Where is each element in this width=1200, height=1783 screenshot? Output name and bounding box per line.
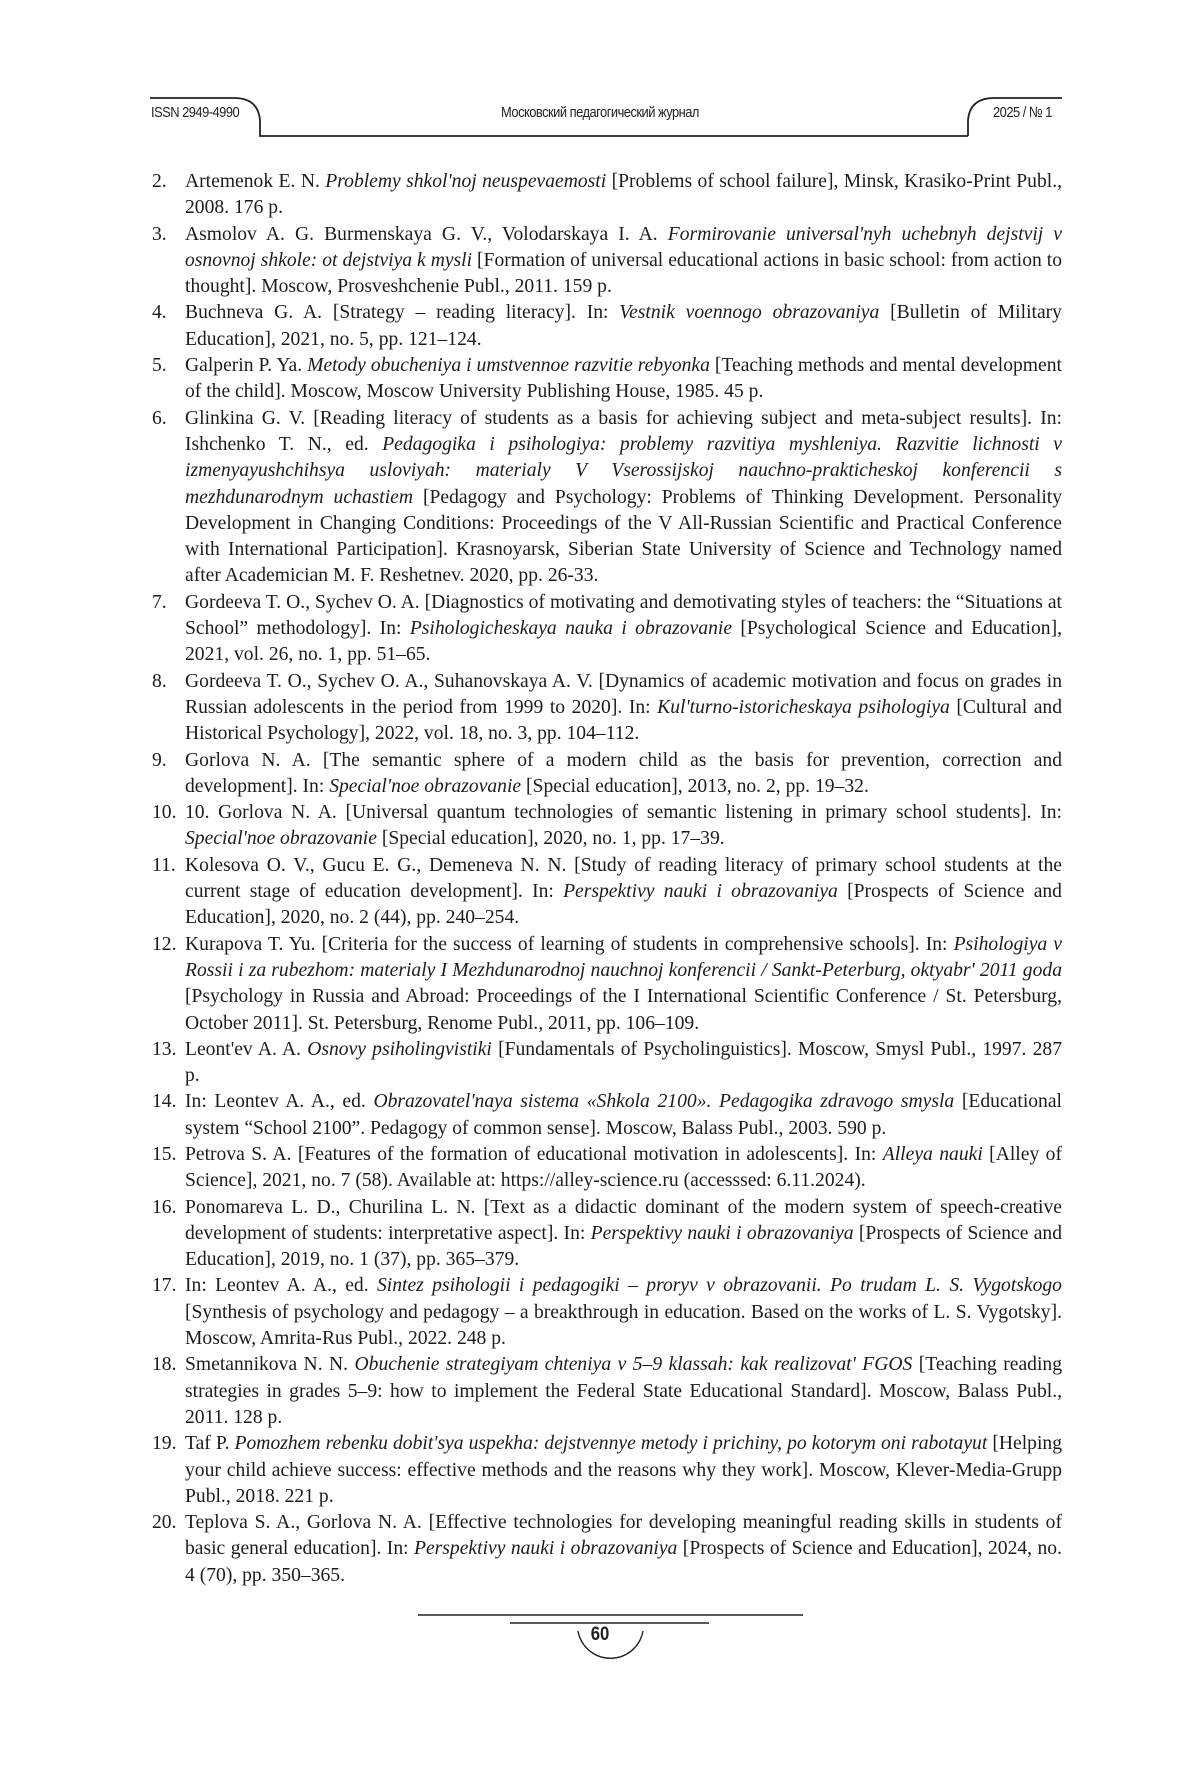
reference-item <box>152 406 1062 590</box>
reference-text-segment: Glinkina G. V. [Reading literacy of students as a basis for achieving subject and meta-subject results]. In: Ishchenko T. N., ed. <box>185 407 1062 455</box>
reference-text-segment: Kurapova T. Yu. [Criteria for the success of learning of students in comprehensive schools]. In: <box>185 933 954 955</box>
reference-text-segment: [Prospects of Science and Education], 2020, no. 2 (44), pp. 240–254. <box>185 881 1062 929</box>
reference-text-segment: [Pedagogy and Psychology: Problems of Thinking Development. Personality Development in Changing Conditions: Proceedings of the V All-Russian Scientific and Practical Conference with International Participation]. Krasnoyarsk, Siberian State University of Science and Technology named after Academician M. F. Reshetnev. 2020, pp. 26-33. <box>185 486 1063 587</box>
reference-text-segment: [Psychology in Russia and Abroad: Proceedings of the I International Scientific Conference / St. Petersburg, October 2011]. St. Petersburg, Renome Publ., 2011, pp. 106–109. <box>185 986 1062 1034</box>
reference-text-segment: In: Leontev A. A., ed. <box>185 1275 377 1297</box>
reference-text <box>185 1197 1062 1271</box>
reference-text-segment: [Helping your child achieve success: effective methods and the reasons why they work]. Moscow, Klever-Media-Grupp Publ., 2018. 221 p. <box>185 1433 1062 1507</box>
reference-number: 19. <box>152 1433 177 1455</box>
reference-text-segment: Asmolov A. G. Burmenskaya G. V., Volodarskaya I. A. <box>185 223 668 245</box>
reference-title-italic: Special'noe obrazovanie <box>329 775 522 797</box>
reference-list <box>152 169 1062 1589</box>
reference-text-segment: Gordeeva T. O., Sychev O. A. [Diagnostics of motivating and demotivating styles of teachers: the “Situations at School” methodology]. In: <box>185 591 1062 640</box>
reference-text-segment: [Synthesis of psychology and pedagogy – a breakthrough in education. Based on the works of L. S. Vygotsky]. Moscow, Amrita-Rus Publ., 2022. 248 p. <box>185 1301 1062 1350</box>
reference-item <box>152 169 1062 222</box>
reference-item <box>152 1352 1062 1431</box>
reference-text <box>185 1144 1062 1191</box>
reference-number: 5. <box>152 355 167 377</box>
reference-text <box>185 671 1062 745</box>
reference-text <box>185 1512 1062 1586</box>
reference-text <box>185 1354 1062 1428</box>
reference-title-italic: Vestnik voennogo obrazovaniya <box>619 302 880 324</box>
reference-text <box>185 592 1062 666</box>
reference-item <box>152 222 1062 301</box>
reference-number: 18. <box>152 1354 177 1376</box>
reference-text <box>185 802 1062 849</box>
reference-number: 14. <box>152 1091 177 1113</box>
reference-text-segment: [Prospects of Science and Education], 2019, no. 1 (37), pp. 365–379. <box>185 1222 1062 1271</box>
reference-item <box>152 590 1062 669</box>
reference-text-segment: 10. Gorlova N. A. [Universal quantum technologies of semantic listening in primary school students]. In: <box>185 802 1062 824</box>
reference-text-segment: Gordeeva T. O., Sychev O. A., Suhanovskaya A. V. [Dynamics of academic motivation and focus on grades in Russian adolescents in the period from 1999 to 2020]. In: <box>185 670 1062 718</box>
reference-item <box>152 853 1062 932</box>
reference-text-segment: [Alley of Science], 2021, no. 7 (58). Available at: https://alley-science.ru (accesssed: 6.11.2024). <box>185 1143 1062 1192</box>
reference-text-segment: Taf P. <box>185 1433 235 1455</box>
reference-number: 13. <box>152 1038 177 1060</box>
header-frame <box>0 0 1200 160</box>
reference-text <box>185 1091 1062 1138</box>
reference-text <box>185 224 1062 298</box>
reference-text-segment: [Problems of school failure], Minsk, Krasiko-Print Publ., 2008. 176 p. <box>185 171 1062 219</box>
reference-title-italic: Problemy shkol'noj neuspevaemosti <box>325 171 607 192</box>
reference-text <box>185 302 1062 349</box>
reference-item <box>152 748 1062 801</box>
reference-title-italic: Sintez psihologii i pedagogiki – proryv v obrazovanii. Po trudam L. S. Vygotskogo <box>376 1275 1062 1297</box>
reference-text-segment: [Cultural and Historical Psychology], 2022, vol. 18, no. 3, pp. 104–112. <box>185 696 1063 745</box>
reference-text <box>185 355 1062 402</box>
reference-number: 16. <box>152 1196 177 1218</box>
reference-title-italic: Special'noe obrazovanie <box>185 828 377 850</box>
reference-text <box>185 1039 1062 1086</box>
reference-text-segment: [Teaching methods and mental development of the child]. Moscow, Moscow University Publishing House, 1985. 45 p. <box>185 355 1062 403</box>
reference-item <box>152 1142 1062 1195</box>
reference-item <box>152 1089 1062 1142</box>
reference-number: 15. <box>152 1143 177 1165</box>
reference-text-segment: [Special education], 2013, no. 2, pp. 19–32. <box>521 775 869 797</box>
reference-title-italic: Psihologicheskaya nauka i obrazovanie <box>409 618 733 640</box>
header-issn: ISSN 2949-4990 <box>151 104 240 121</box>
reference-text-segment: [Educational system “School 2100”. Pedagogy of common sense]. Moscow, Balass Publ., 2003. 590 p. <box>185 1091 1062 1139</box>
reference-item <box>152 300 1062 353</box>
reference-number: 9. <box>152 749 167 771</box>
reference-number: 6. <box>152 407 167 429</box>
reference-text-segment: [Psychological Science and Education], 2021, vol. 26, no. 1, pp. 51–65. <box>185 618 1062 666</box>
reference-number: 20. <box>152 1512 177 1534</box>
header-issue: 2025 / № 1 <box>993 104 1052 121</box>
reference-item <box>152 1510 1062 1589</box>
reference-text-segment: Ponomareva L. D., Churilina L. N. [Text as a didactic dominant of the modern system of speech-creative development of students: interpretative aspect]. In: <box>185 1196 1062 1244</box>
reference-text-segment: Smetannikova N. N. <box>185 1354 355 1376</box>
reference-title-italic: Obuchenie strategiyam chteniya v 5–9 klassah: kak realizovat' FGOS <box>354 1354 913 1376</box>
reference-text-segment: Galperin P. Ya. <box>185 355 308 377</box>
reference-text-segment: Buchneva G. A. [Strategy – reading literacy]. In: <box>185 302 620 324</box>
reference-title-italic: Perspektivy nauki i obrazovaniya <box>563 881 838 903</box>
reference-text-segment: [Formation of universal educational actions in basic school: from action to thought]. Moscow, Prosveshchenie Publ., 2011. 159 p. <box>185 249 1063 298</box>
reference-text <box>185 750 1062 797</box>
reference-number: 11. <box>152 854 176 876</box>
reference-title-italic: Metody obucheniya i umstvennoe razvitie rebyonka <box>307 355 710 377</box>
reference-text-segment: [Prospects of Science and Education], 2024, no. 4 (70), pp. 350–365. <box>185 1538 1063 1586</box>
reference-text-segment: Artemenok E. N. <box>185 171 326 192</box>
reference-text-segment: [Teaching reading strategies in grades 5–9: how to implement the Federal State Educational Standard]. Moscow, Balass Publ., 2011. 128 p. <box>185 1354 1062 1428</box>
reference-number: 7. <box>152 591 167 613</box>
reference-item <box>152 353 1062 406</box>
reference-title-italic: Kul'turno-istoricheskaya psihologiya <box>657 696 950 718</box>
reference-item <box>152 932 1062 1037</box>
reference-text-segment: In: Leontev A. A., ed. <box>185 1091 374 1113</box>
reference-title-italic: Perspektivy nauki i obrazovaniya <box>590 1222 854 1244</box>
reference-title-italic: Pedagogika i psihologiya: problemy razvitiya myshleniya. Razvitie lichnosti v izmenyayushchihsya usloviyah: materialy V Vserossijskoj nauchno-prakticheskoj konferencii s mezhdunarodnym uchastiem <box>185 433 1062 508</box>
reference-text-segment: [Special education], 2020, no. 1, pp. 17–39. <box>376 828 725 850</box>
reference-title-italic: Osnovy psiholingvistiki <box>307 1038 492 1060</box>
reference-text <box>185 855 1062 929</box>
reference-text <box>185 934 1062 1034</box>
reference-number: 12. <box>152 933 177 955</box>
reference-text-segment: [Fundamentals of Psycholinguistics]. Moscow, Smysl Publ., 1997. 287 p. <box>185 1038 1062 1087</box>
page-number: 60 <box>590 1624 610 1645</box>
reference-text <box>185 408 1062 587</box>
reference-text <box>185 171 1062 218</box>
reference-number: 3. <box>152 223 167 245</box>
reference-number: 10. <box>152 802 177 824</box>
reference-text-segment: Leont'ev A. A. <box>185 1038 308 1060</box>
reference-title-italic: Pomozhem rebenku dobit'sya uspekha: dejstvennye metody i prichiny, po kotorym oni rabotayut <box>234 1433 988 1455</box>
reference-item <box>152 1037 1062 1090</box>
reference-text-segment: [Bulletin of Military Education], 2021, no. 5, pp. 121–124. <box>185 302 1062 350</box>
reference-text-segment: Petrova S. A. [Features of the formation of educational motivation in adolescents]. In: <box>185 1143 883 1165</box>
reference-title-italic: Psihologiya v Rossii i za rubezhom: materialy I Mezhdunarodnoj nauchnoj konferencii / Sankt-Peterburg, oktyabr' 2011 goda <box>185 933 1062 981</box>
reference-text <box>185 1433 1062 1507</box>
reference-item <box>152 1273 1062 1352</box>
reference-title-italic: Perspektivy nauki i obrazovaniya <box>414 1538 678 1560</box>
reference-text-segment: Teplova S. A., Gorlova N. A. [Effective technologies for developing meaningful reading skills in students of basic general education]. In: <box>185 1512 1062 1560</box>
reference-item <box>152 800 1062 853</box>
reference-number: 2. <box>152 171 167 192</box>
reference-item <box>152 1431 1062 1510</box>
header-journal-title: Московский педагогический журнал <box>501 104 699 121</box>
reference-title-italic: Formirovanie universal'nyh uchebnyh dejstvij v osnovnoj shkole: ot dejstviya k mysli <box>185 223 1062 271</box>
reference-text <box>185 1275 1062 1349</box>
reference-number: 17. <box>152 1275 177 1297</box>
reference-number: 4. <box>152 302 167 324</box>
reference-item <box>152 1195 1062 1274</box>
reference-text-segment: Kolesova O. V., Gucu E. G., Demeneva N. N. [Study of reading literacy of primary school students at the current stage of education development]. In: <box>185 854 1062 903</box>
reference-title-italic: Obrazovatel'naya sistema «Shkola 2100». Pedagogika zdravogo smysla <box>373 1091 955 1113</box>
reference-number: 8. <box>152 670 167 692</box>
reference-text-segment: Gorlova N. A. [The semantic sphere of a modern child as the basis for prevention, correction and development]. In: <box>185 749 1062 797</box>
reference-title-italic: Alleya nauki <box>882 1143 983 1165</box>
reference-item <box>152 669 1062 748</box>
